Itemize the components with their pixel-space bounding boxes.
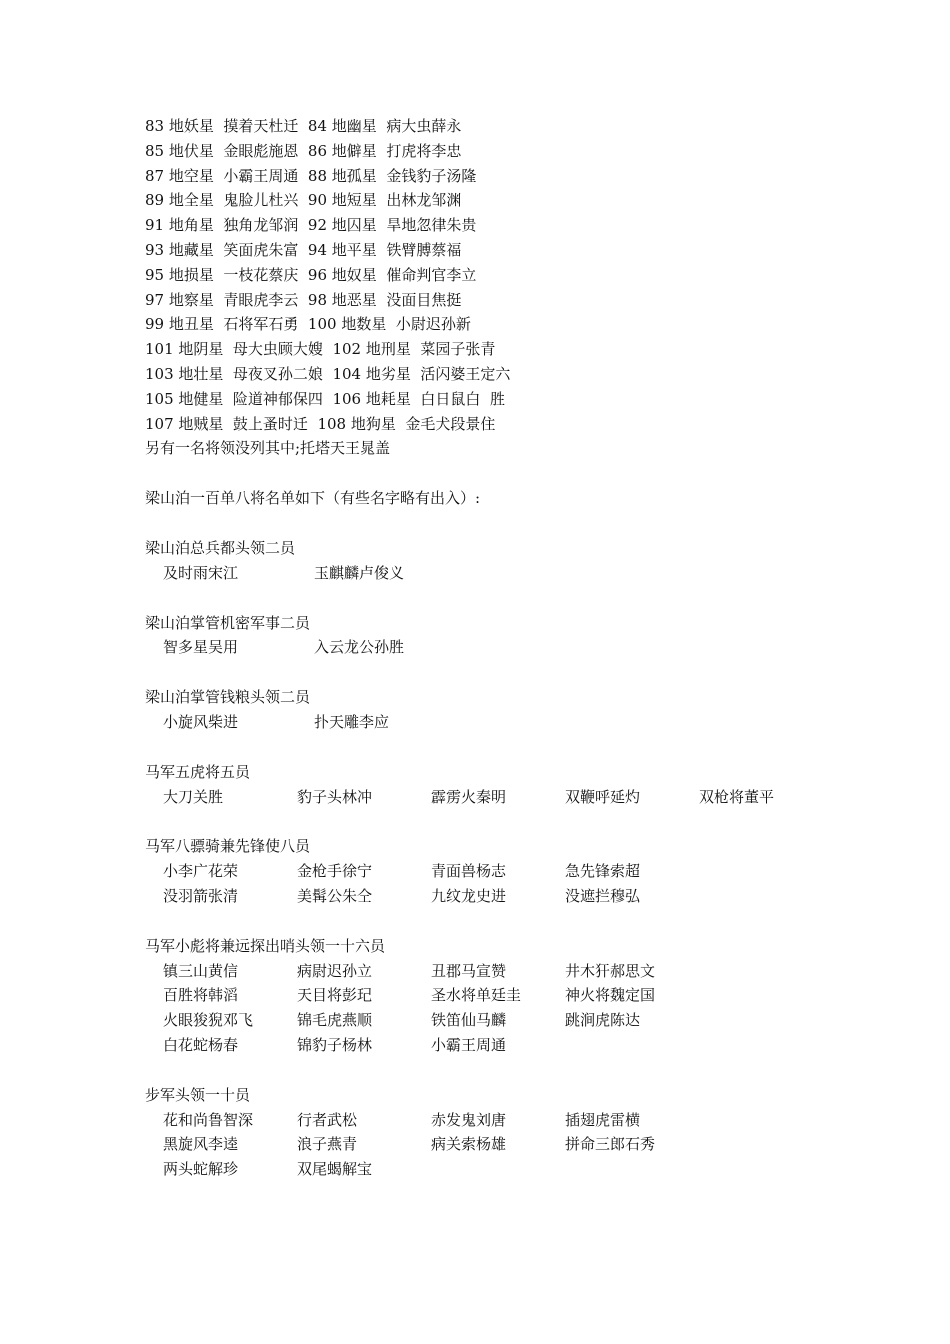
names-row	[145, 785, 925, 810]
hero-name: 病尉迟孙立	[297, 961, 373, 980]
hero-name: 赤发鬼刘唐	[431, 1110, 507, 1129]
star-line: 95 地损星 一枝花蔡庆 96 地奴星 催命判官李立	[145, 265, 477, 284]
hero-name: 及时雨宋江	[163, 563, 239, 582]
star-line: 89 地全星 鬼脸儿杜兴 90 地短星 出林龙邹渊	[145, 191, 462, 210]
hero-name: 青面兽杨志	[431, 862, 507, 881]
names-row	[145, 1132, 925, 1157]
star-line: 99 地丑星 石将军石勇 100 地数星 小尉迟孙新	[145, 315, 471, 334]
hero-name: 豹子头林冲	[297, 787, 373, 806]
hero-name: 锦毛虎燕顺	[297, 1011, 373, 1030]
hero-name: 九纹龙史进	[431, 886, 507, 905]
hero-name: 行者武松	[297, 1110, 358, 1129]
hero-name: 金枪手徐宁	[297, 862, 373, 881]
star-list	[145, 114, 925, 436]
hero-name: 锦豹子杨林	[297, 1035, 373, 1054]
hero-name: 大刀关胜	[163, 787, 224, 806]
hero-name: 神火将魏定国	[565, 986, 656, 1005]
hero-name: 双尾蝎解宝	[297, 1160, 373, 1179]
star-line: 97 地察星 青眼虎李云 98 地恶星 没面目焦挺	[145, 290, 462, 309]
hero-name: 丑郡马宣赞	[431, 961, 507, 980]
names-row	[145, 1108, 925, 1133]
hero-name: 拼命三郎石秀	[565, 1135, 656, 1154]
names-row	[145, 859, 925, 884]
section-title: 梁山泊掌管机密军事二员	[145, 613, 311, 632]
hero-name: 插翅虎雷横	[565, 1110, 641, 1129]
document-page	[145, 114, 925, 1182]
hero-name: 白花蛇杨春	[163, 1035, 239, 1054]
hero-name: 病关索杨雄	[431, 1135, 507, 1154]
names-row	[145, 1157, 925, 1182]
section-title: 步军头领一十员	[145, 1085, 251, 1104]
star-line: 91 地角星 独角龙邹润 92 地囚星 旱地忽律朱贵	[145, 216, 477, 235]
names-row	[145, 1033, 925, 1058]
section-title: 马军小彪将兼远探出哨头领一十六员	[145, 936, 386, 955]
star-line: 87 地空星 小霸王周通 88 地孤星 金钱豹子汤隆	[145, 166, 477, 185]
hero-name: 跳涧虎陈达	[565, 1011, 641, 1030]
hero-name: 没羽箭张清	[163, 886, 239, 905]
names-row	[145, 635, 925, 660]
star-line: 107 地贼星 鼓上蚤时迁 108 地狗星 金毛犬段景住	[145, 414, 496, 433]
hero-name: 没遮拦穆弘	[565, 886, 641, 905]
names-row	[145, 561, 925, 586]
section-title: 马军五虎将五员	[145, 762, 251, 781]
hero-name: 两头蛇解珍	[163, 1160, 239, 1179]
roster-section	[145, 834, 925, 908]
hero-name: 入云龙公孙胜	[314, 638, 405, 657]
hero-name: 急先锋索超	[565, 862, 641, 881]
roster-section	[145, 611, 925, 661]
section-title: 梁山泊掌管钱粮头领二员	[145, 688, 311, 707]
roster-intro: 梁山泊一百单八将名单如下（有些名字略有出入）:	[145, 489, 481, 508]
hero-name: 双枪将董平	[699, 787, 775, 806]
hero-name: 小旋风柴进	[163, 712, 239, 731]
hero-name: 铁笛仙马麟	[431, 1011, 507, 1030]
roster-section	[145, 934, 925, 1058]
star-line: 105 地健星 险道神郁保四 106 地耗星 白日鼠白 胜	[145, 389, 505, 408]
names-row	[145, 710, 925, 735]
roster-section	[145, 760, 925, 810]
names-row	[145, 983, 925, 1008]
names-row	[145, 959, 925, 984]
hero-name: 圣水将单廷圭	[431, 986, 522, 1005]
hero-name: 双鞭呼延灼	[565, 787, 641, 806]
hero-name: 美髯公朱仝	[297, 886, 373, 905]
names-row	[145, 884, 925, 909]
hero-name: 霹雳火秦明	[431, 787, 507, 806]
star-line: 101 地阴星 母大虫顾大嫂 102 地刑星 菜园子张青	[145, 340, 496, 359]
star-line: 83 地妖星 摸着天杜迁 84 地幽星 病大虫薛永	[145, 117, 462, 135]
hero-name: 浪子燕青	[297, 1135, 358, 1154]
note-line: 另有一名将领没列其中;托塔天王晁盖	[145, 439, 391, 458]
section-title: 梁山泊总兵都头领二员	[145, 538, 296, 557]
hero-name: 智多星吴用	[163, 638, 239, 657]
hero-name: 火眼狻猊邓飞	[163, 1011, 254, 1030]
hero-name: 镇三山黄信	[163, 961, 239, 980]
hero-name: 小霸王周通	[431, 1035, 507, 1054]
section-title: 马军八骠骑兼先锋使八员	[145, 837, 311, 856]
hero-name: 玉麒麟卢俊义	[314, 563, 405, 582]
roster-section	[145, 536, 925, 586]
hero-name: 小李广花荣	[163, 862, 239, 881]
hero-name: 井木犴郝思文	[565, 961, 656, 980]
star-line: 85 地伏星 金眼彪施恩 86 地僻星 打虎将李忠	[145, 141, 462, 160]
star-line: 103 地壮星 母夜叉孙二娘 104 地劣星 活闪婆王定六	[145, 364, 511, 383]
roster-section	[145, 685, 925, 735]
hero-name: 扑天雕李应	[314, 712, 390, 731]
hero-name: 百胜将韩滔	[163, 986, 239, 1005]
hero-name: 天目将彭玘	[297, 986, 373, 1005]
roster-section	[145, 1083, 925, 1182]
hero-name: 黑旋风李逵	[163, 1135, 239, 1154]
hero-name: 花和尚鲁智深	[163, 1110, 254, 1129]
star-line: 93 地藏星 笑面虎朱富 94 地平星 铁臂膊蔡福	[145, 240, 462, 259]
names-row	[145, 1008, 925, 1033]
